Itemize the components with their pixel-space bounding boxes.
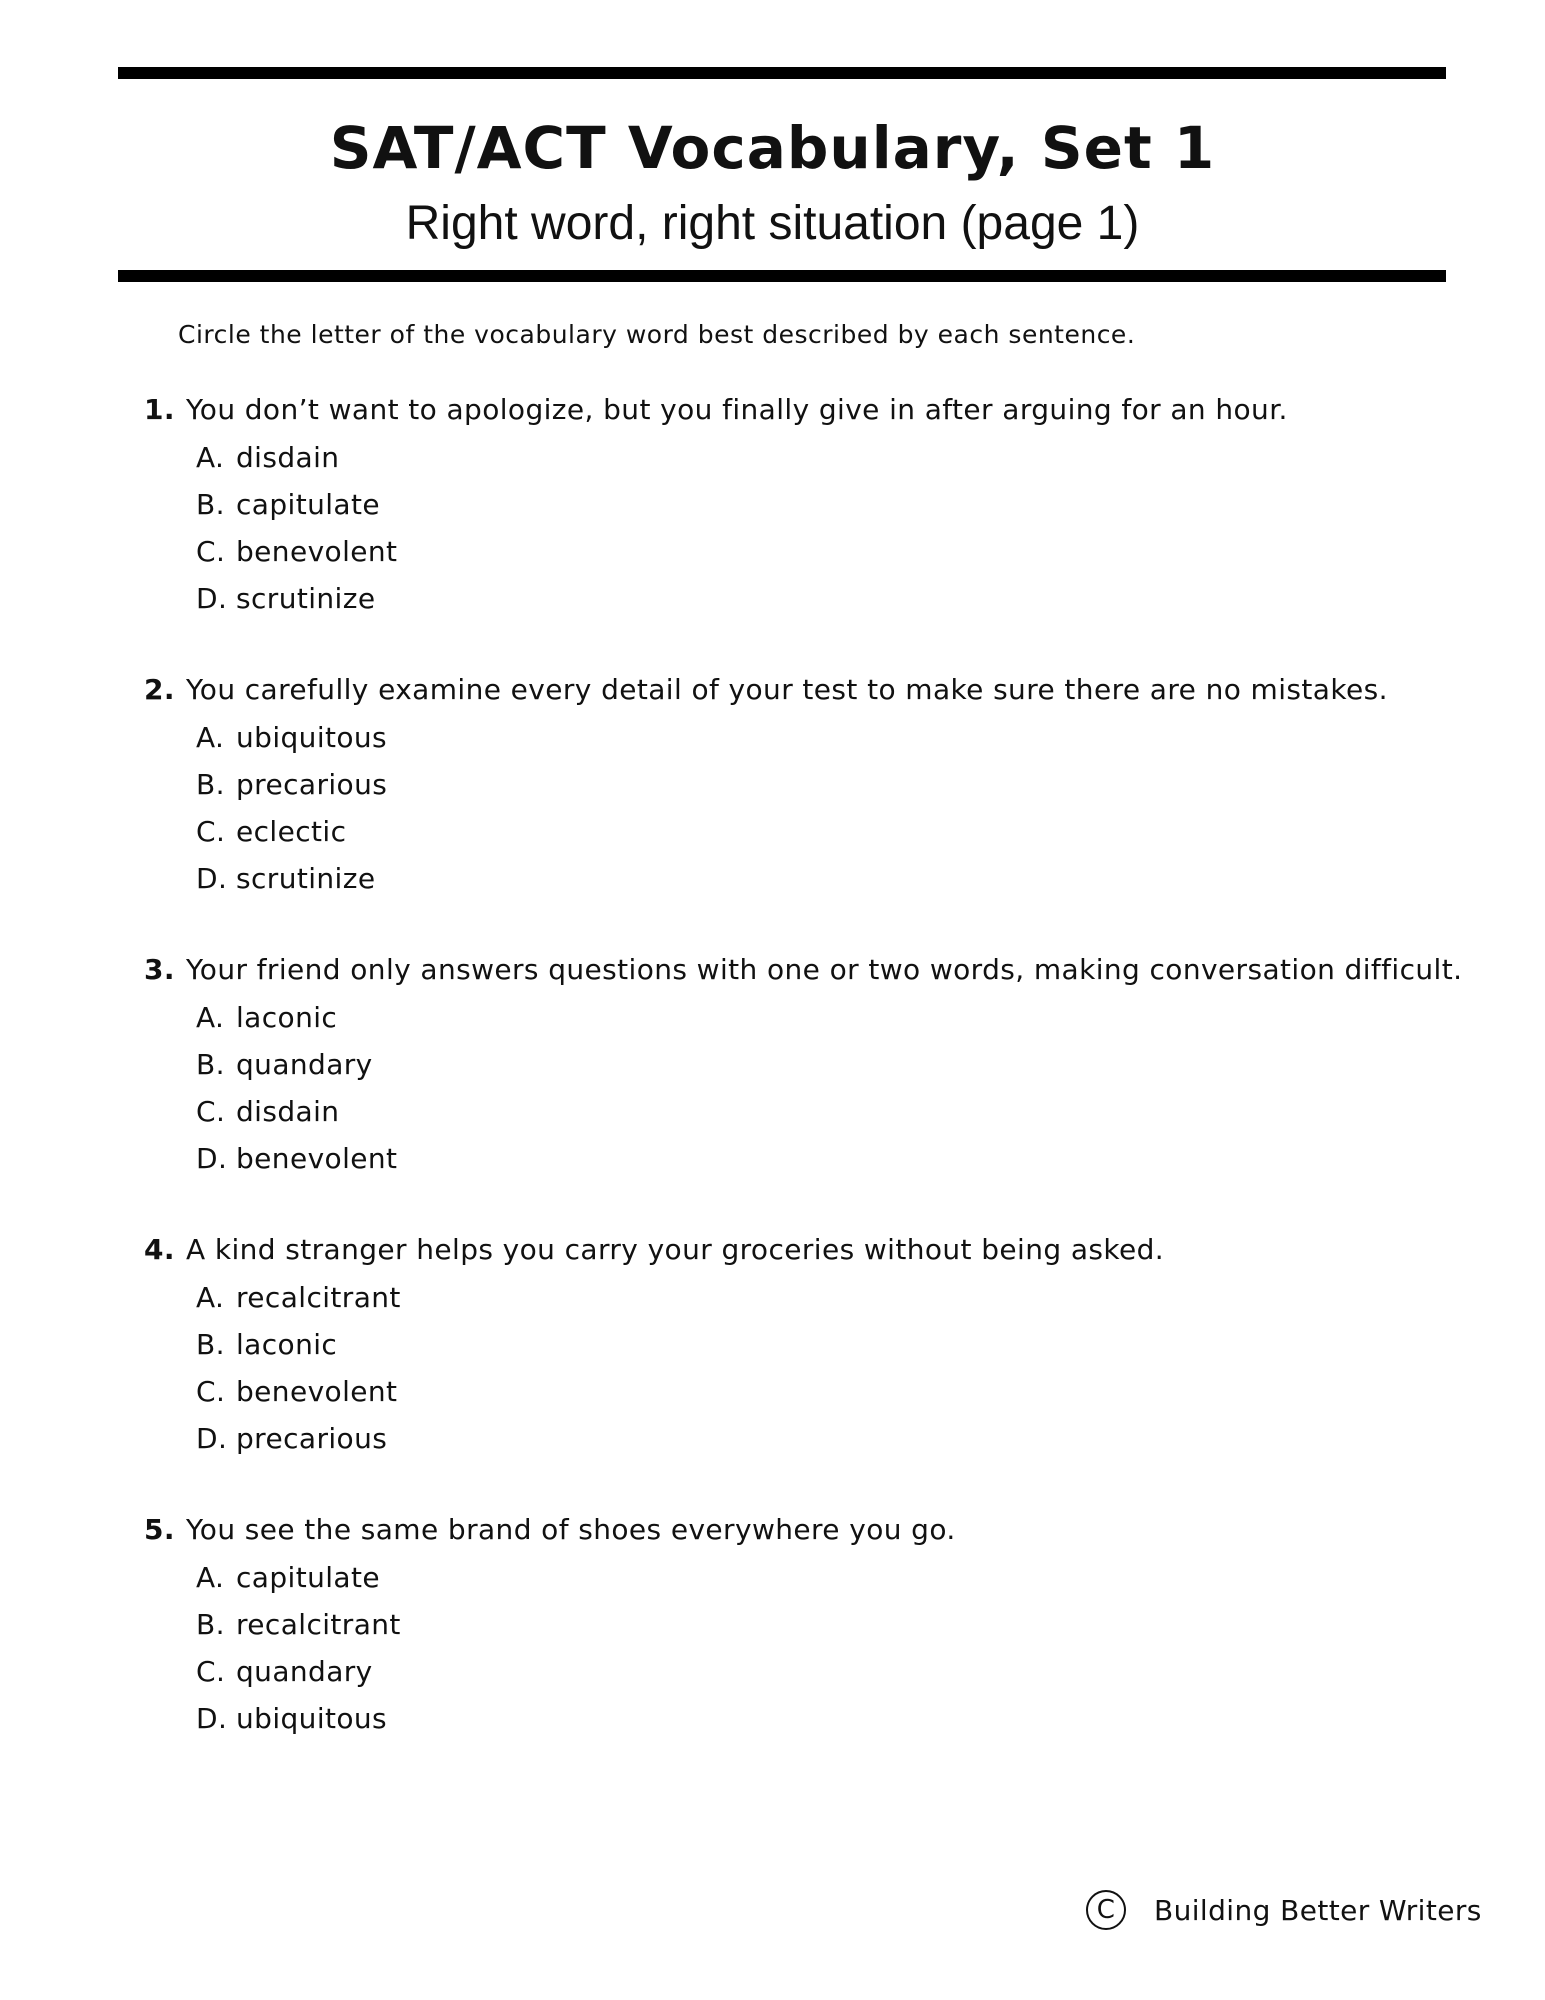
- option-c[interactable]: [196, 1088, 1464, 1135]
- question-text: You carefully examine every detail of your test to make sure there are no mistakes.: [186, 673, 1388, 706]
- option-letter[interactable]: A.: [196, 441, 225, 474]
- question-3: [144, 948, 1464, 1228]
- option-letter[interactable]: B.: [196, 488, 225, 521]
- option-word: scrutinize: [236, 582, 376, 615]
- option-letter[interactable]: D.: [196, 1142, 228, 1175]
- option-letter[interactable]: D.: [196, 1702, 228, 1735]
- option-letter[interactable]: A.: [196, 1001, 225, 1034]
- bottom-rule: [118, 270, 1446, 282]
- option-word: recalcitrant: [236, 1608, 401, 1641]
- option-word: laconic: [236, 1328, 338, 1361]
- question-1: [144, 388, 1464, 668]
- option-letter[interactable]: C.: [196, 535, 226, 568]
- option-word: benevolent: [236, 535, 398, 568]
- option-a[interactable]: [196, 1274, 1464, 1321]
- footer-text: Building Better Writers: [1154, 1893, 1482, 1927]
- option-letter[interactable]: A.: [196, 721, 225, 754]
- option-d[interactable]: [196, 1415, 1464, 1462]
- answer-options: [196, 714, 1464, 902]
- option-letter[interactable]: C.: [196, 1375, 226, 1408]
- option-word: laconic: [236, 1001, 338, 1034]
- answer-options: [196, 434, 1464, 622]
- option-letter[interactable]: D.: [196, 1422, 228, 1455]
- option-a[interactable]: [196, 994, 1464, 1041]
- question-number: 5.: [144, 1513, 175, 1546]
- footer-credit: [1086, 1890, 1482, 1930]
- option-b[interactable]: [196, 761, 1464, 808]
- top-rule: [118, 67, 1446, 79]
- question-list: [144, 388, 1464, 1788]
- page-subtitle: Right word, right situation (page 1): [405, 197, 1140, 250]
- option-d[interactable]: [196, 575, 1464, 622]
- page-title: SAT/ACT Vocabulary, Set 1: [329, 114, 1216, 182]
- option-letter[interactable]: D.: [196, 582, 228, 615]
- option-b[interactable]: [196, 1041, 1464, 1088]
- question-number: 3.: [144, 953, 175, 986]
- answer-options: [196, 1274, 1464, 1462]
- question-text: You see the same brand of shoes everywhere you go.: [186, 1513, 956, 1546]
- copyright-icon: C: [1086, 1890, 1126, 1930]
- option-word: scrutinize: [236, 862, 376, 895]
- option-letter[interactable]: A.: [196, 1281, 225, 1314]
- option-word: quandary: [236, 1048, 373, 1081]
- question-text: A kind stranger helps you carry your groceries without being asked.: [186, 1233, 1165, 1266]
- option-letter[interactable]: D.: [196, 862, 228, 895]
- question-number: 2.: [144, 673, 175, 706]
- option-c[interactable]: [196, 1648, 1464, 1695]
- option-letter[interactable]: C.: [196, 1095, 226, 1128]
- question-number: 4.: [144, 1233, 175, 1266]
- option-letter[interactable]: C.: [196, 815, 226, 848]
- option-a[interactable]: [196, 714, 1464, 761]
- option-b[interactable]: [196, 1321, 1464, 1368]
- option-d[interactable]: [196, 1695, 1464, 1742]
- option-letter[interactable]: B.: [196, 1328, 225, 1361]
- option-a[interactable]: [196, 1554, 1464, 1601]
- option-word: disdain: [236, 1095, 340, 1128]
- option-word: precarious: [236, 768, 388, 801]
- option-word: precarious: [236, 1422, 388, 1455]
- answer-options: [196, 994, 1464, 1182]
- option-letter[interactable]: C.: [196, 1655, 226, 1688]
- option-letter[interactable]: A.: [196, 1561, 225, 1594]
- option-b[interactable]: [196, 481, 1464, 528]
- option-d[interactable]: [196, 1135, 1464, 1182]
- question-text: Your friend only answers questions with one or two words, making conversation difficult.: [186, 953, 1463, 986]
- option-word: benevolent: [236, 1375, 398, 1408]
- instructions: Circle the letter of the vocabulary word best described by each sentence.: [178, 320, 1136, 349]
- option-c[interactable]: [196, 808, 1464, 855]
- question-4: [144, 1228, 1464, 1508]
- option-a[interactable]: [196, 434, 1464, 481]
- option-word: benevolent: [236, 1142, 398, 1175]
- option-word: eclectic: [236, 815, 347, 848]
- option-letter[interactable]: B.: [196, 1608, 225, 1641]
- option-letter[interactable]: B.: [196, 1048, 225, 1081]
- option-c[interactable]: [196, 528, 1464, 575]
- option-letter[interactable]: B.: [196, 768, 225, 801]
- option-c[interactable]: [196, 1368, 1464, 1415]
- option-word: capitulate: [236, 488, 380, 521]
- question-5: [144, 1508, 1464, 1788]
- option-word: quandary: [236, 1655, 373, 1688]
- option-d[interactable]: [196, 855, 1464, 902]
- answer-options: [196, 1554, 1464, 1742]
- option-word: ubiquitous: [236, 721, 388, 754]
- option-word: disdain: [236, 441, 340, 474]
- question-text: You don’t want to apologize, but you finally give in after arguing for an hour.: [186, 393, 1288, 426]
- option-word: recalcitrant: [236, 1281, 401, 1314]
- option-word: capitulate: [236, 1561, 380, 1594]
- question-number: 1.: [144, 393, 175, 426]
- question-2: [144, 668, 1464, 948]
- option-word: ubiquitous: [236, 1702, 388, 1735]
- option-b[interactable]: [196, 1601, 1464, 1648]
